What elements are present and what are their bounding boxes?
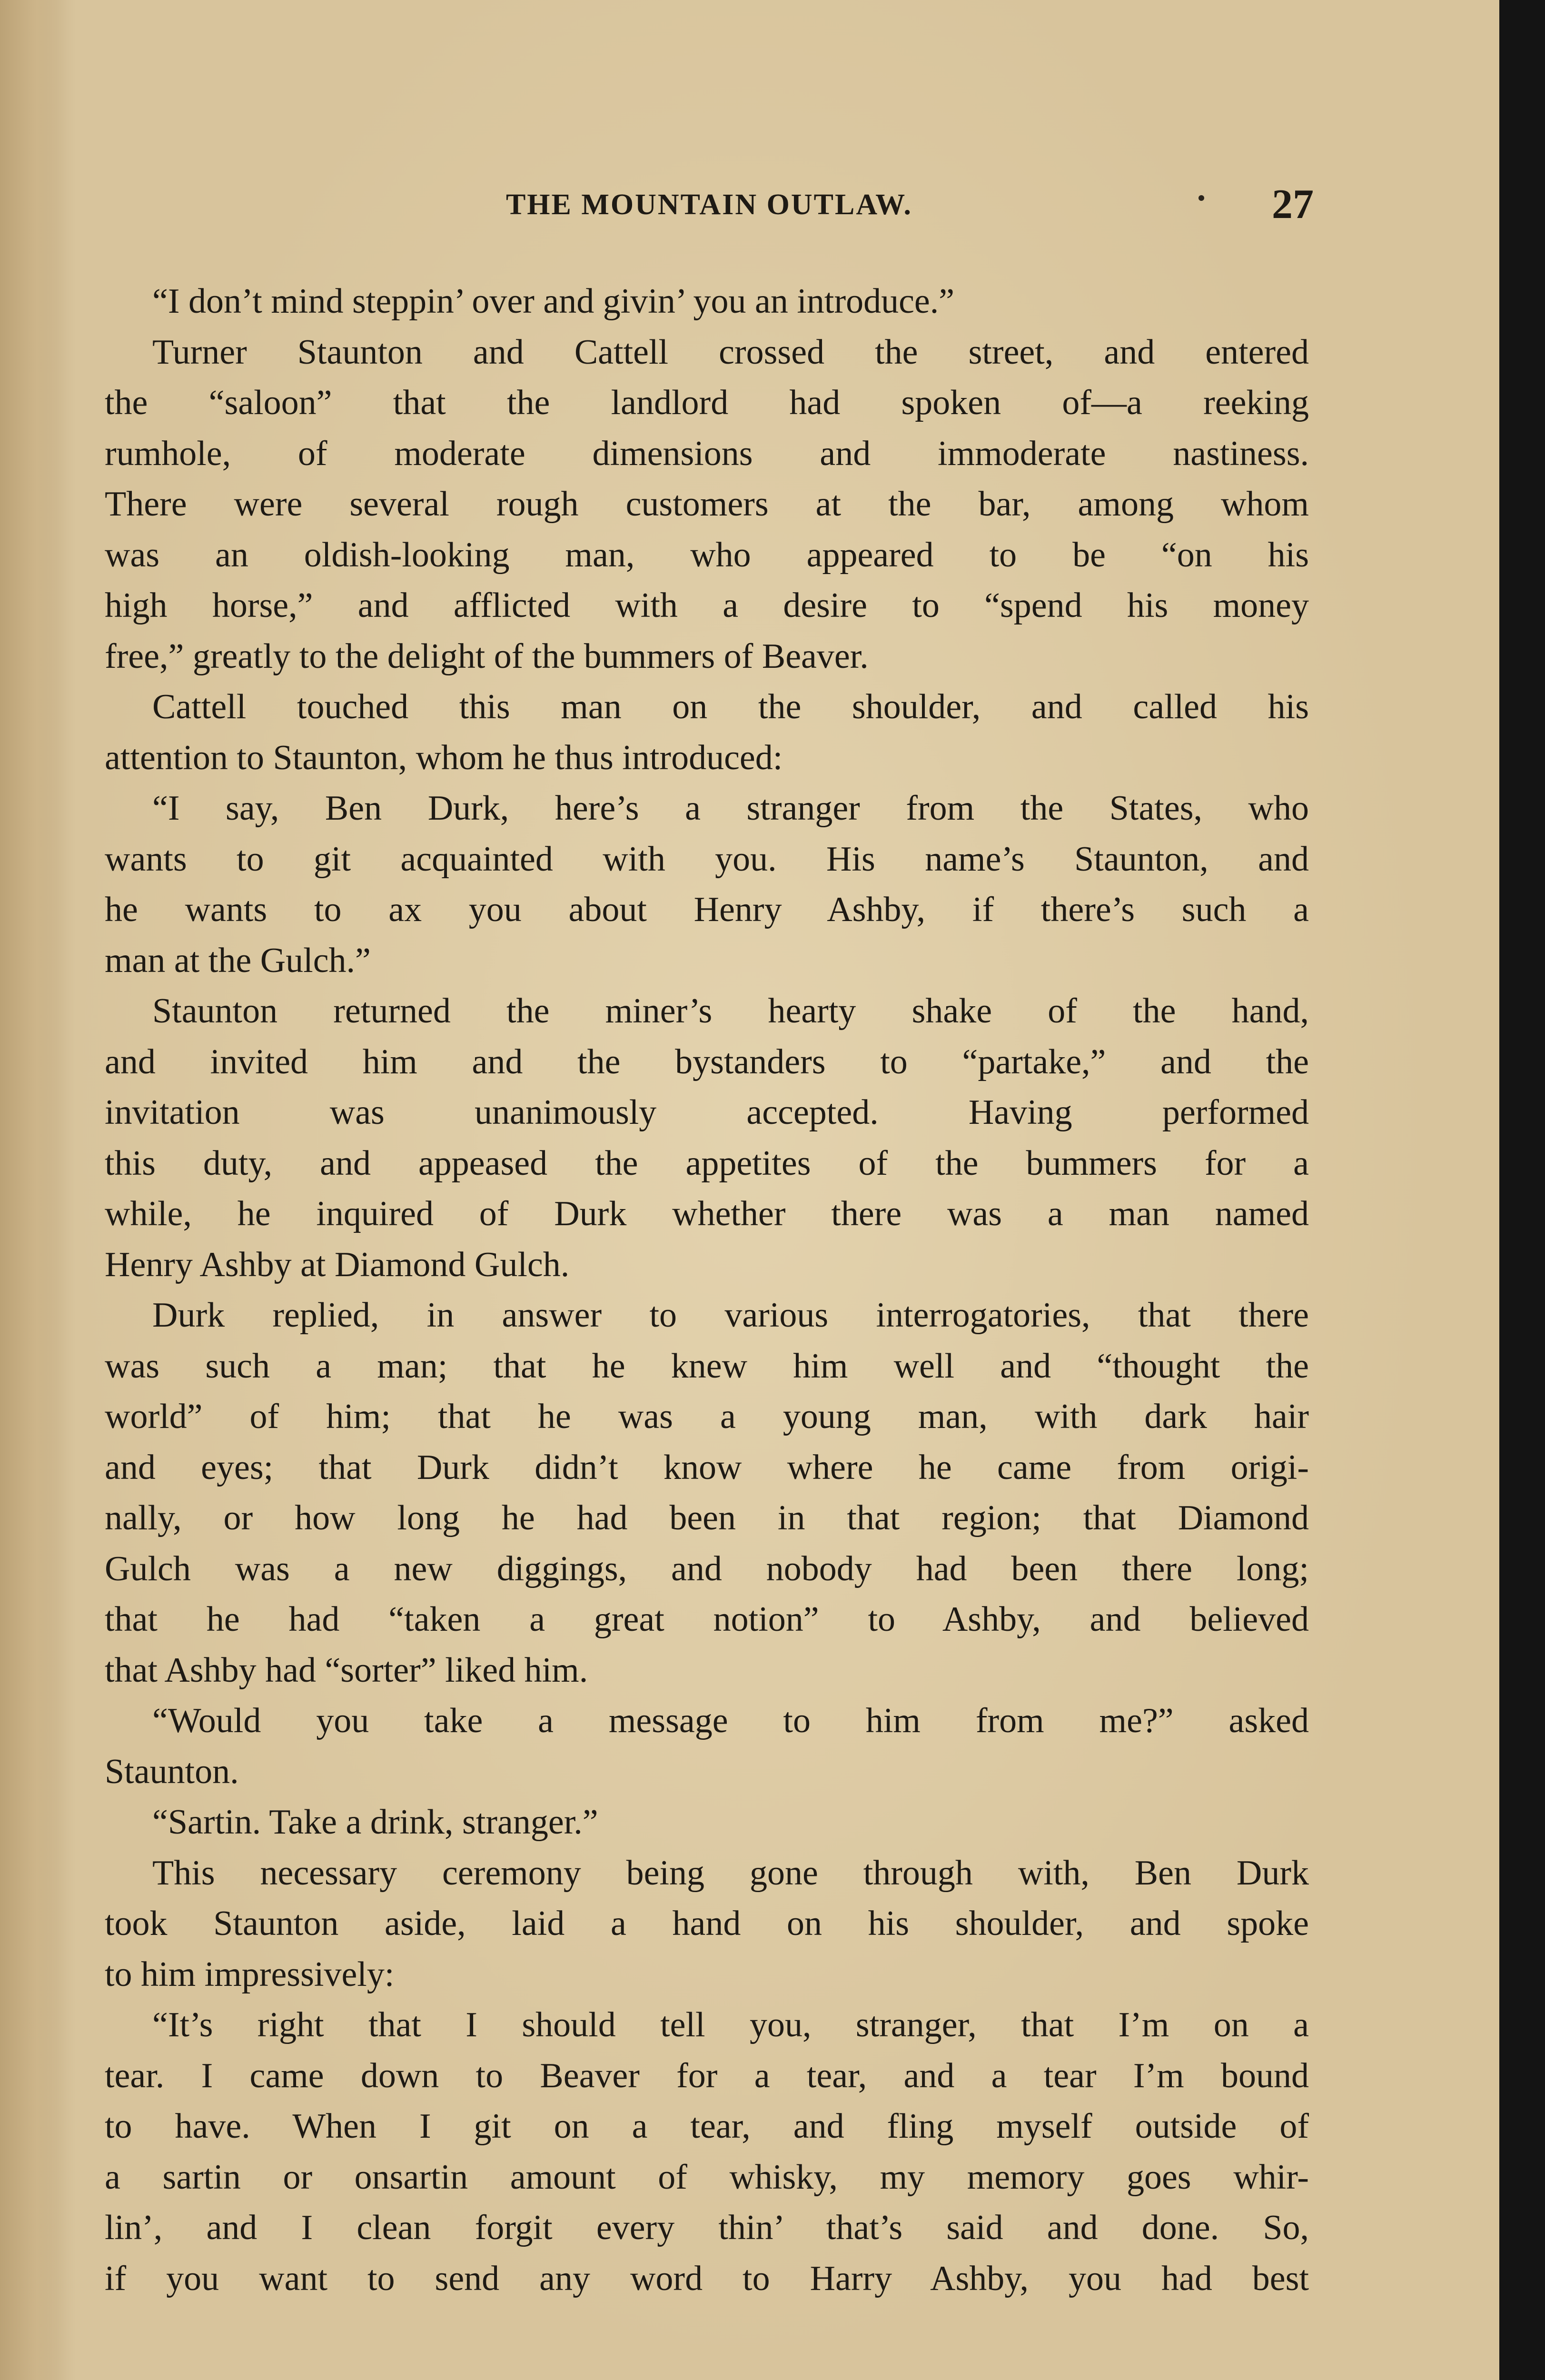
text-line: free,” greatly to the delight of the bummers of Beaver.: [105, 636, 869, 676]
text-line: “It’s right that I should tell you, stranger, that I’m on a: [152, 2005, 1309, 2044]
text-line: he wants to ax you about Henry Ashby, if there’s such a: [105, 890, 1309, 929]
text-line: This necessary ceremony being gone through with, Ben Durk: [152, 1853, 1309, 1893]
text-line: that Ashby had “sorter” liked him.: [105, 1650, 588, 1690]
text-line: world” of him; that he was a young man, with dark hair: [105, 1397, 1309, 1436]
text-line: invitation was unanimously accepted. Having performed: [105, 1093, 1309, 1132]
text-line: Cattell touched this man on the shoulder, and called his: [152, 687, 1309, 726]
text-line: and invited him and the bystanders to “partake,” and the: [105, 1042, 1309, 1081]
text-line: Turner Staunton and Cattell crossed the street, and entered: [152, 332, 1309, 372]
text-line: Staunton.: [105, 1752, 239, 1791]
text-line: Gulch was a new diggings, and nobody had been there long;: [105, 1549, 1309, 1588]
text-line: Staunton returned the miner’s hearty shake of the hand,: [152, 992, 1309, 1031]
text-line: to him impressively:: [105, 1954, 395, 1994]
text-line: and eyes; that Durk didn’t know where he came from origi-: [105, 1448, 1309, 1487]
text-line: the “saloon” that the landlord had spoken of—a reeking: [105, 383, 1309, 422]
text-line: that he had “taken a great notion” to Ashby, and believed: [105, 1600, 1309, 1639]
running-head: THE MOUNTAIN OUTLAW.: [505, 188, 913, 221]
text-line: “Sartin. Take a drink, stranger.”: [152, 1803, 598, 1842]
text-line: “I don’t mind steppin’ over and givin’ you an introduce.”: [152, 282, 955, 321]
text-line: was such a man; that he knew him well and “thought the: [105, 1346, 1309, 1386]
page-gutter: [0, 0, 67, 2380]
text-line: if you want to send any word to Harry Ashby, you had best: [105, 2259, 1309, 2298]
text-line: a sartin or onsartin amount of whisky, my memory goes whir-: [105, 2157, 1309, 2197]
text-line: nally, or how long he had been in that region; that Diamond: [105, 1498, 1309, 1537]
ink-dot: [1198, 195, 1204, 201]
text-line: “I say, Ben Durk, here’s a stranger from the States, who: [152, 789, 1309, 828]
text-line: lin’, and I clean forgit every thin’ that’s said and done. So,: [105, 2208, 1309, 2247]
text-line: to have. When I git on a tear, and fling myself outside of: [105, 2107, 1309, 2146]
text-line: this duty, and appeased the appetites of the bummers for a: [105, 1143, 1309, 1183]
text-line: took Staunton aside, laid a hand on his shoulder, and spoke: [105, 1904, 1309, 1943]
page-number: 27: [1272, 181, 1314, 228]
text-line: “Would you take a message to him from me?” asked: [152, 1701, 1309, 1740]
text-line: Durk replied, in answer to various interrogatories, that there: [152, 1296, 1309, 1335]
text-line: Henry Ashby at Diamond Gulch.: [105, 1245, 570, 1284]
body-text: [105, 276, 1309, 2304]
text-line: high horse,” and afflicted with a desire to “spend his money: [105, 586, 1309, 625]
text-line: was an oldish-looking man, who appeared to be “on his: [105, 535, 1309, 575]
page-header: [105, 176, 1314, 233]
text-line: There were several rough customers at the bar, among whom: [105, 485, 1309, 524]
text-line: while, he inquired of Durk whether there was a man named: [105, 1194, 1309, 1233]
text-line: man at the Gulch.”: [105, 941, 371, 980]
text-line: rumhole, of moderate dimensions and immoderate nastiness.: [105, 434, 1309, 473]
text-line: attention to Staunton, whom he thus introduced:: [105, 738, 783, 777]
text-line: wants to git acquainted with you. His name’s Staunton, and: [105, 839, 1309, 879]
text-line: tear. I came down to Beaver for a tear, and a tear I’m bound: [105, 2056, 1309, 2095]
